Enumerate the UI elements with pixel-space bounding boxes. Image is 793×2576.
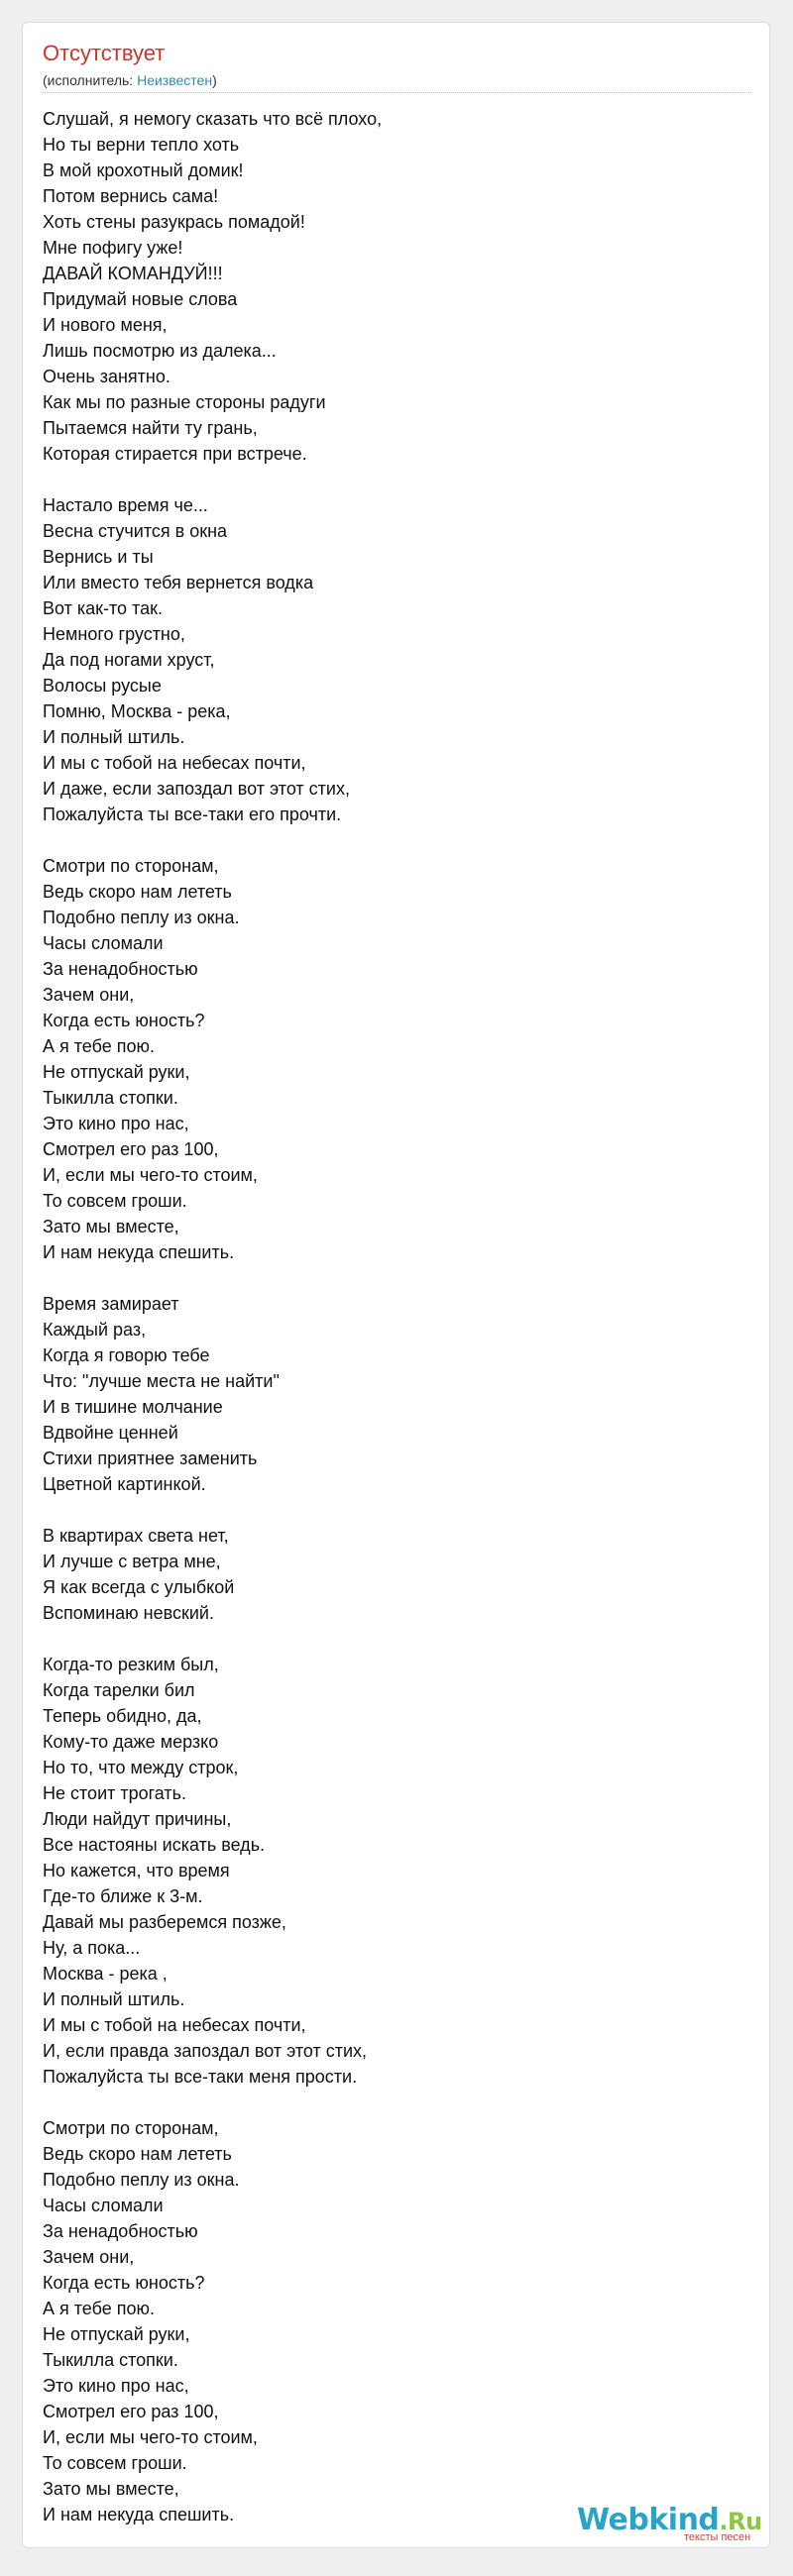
stanza xyxy=(43,1652,751,2090)
lyric-line: Когда-то резким был, xyxy=(43,1655,219,1674)
lyric-line: Я как всегда с улыбкой xyxy=(43,1577,235,1597)
lyric-line: Вернись и ты xyxy=(43,547,154,567)
lyric-line: Пытаемся найти ту грань, xyxy=(43,418,258,438)
lyrics-card xyxy=(22,22,770,2548)
lyric-line: Тыкилла стопки. xyxy=(43,1088,178,1108)
lyric-line: Каждый раз, xyxy=(43,1320,147,1340)
lyric-line: Москва - река , xyxy=(43,1964,168,1984)
lyric-line: Это кино про нас, xyxy=(43,1114,189,1133)
lyrics-text xyxy=(43,106,751,2553)
lyric-line: Часы сломали xyxy=(43,933,164,953)
lyric-line: Или вместо тебя вернется водка xyxy=(43,573,314,592)
lyric-line: Которая стирается при встрече. xyxy=(43,444,307,464)
lyric-line: Время замирает xyxy=(43,1294,179,1314)
lyric-line: Не стоит трогать. xyxy=(43,1783,187,1803)
lyric-line: Потом вернись сама! xyxy=(43,186,219,206)
stanza xyxy=(43,853,751,1265)
lyric-line: Часы сломали xyxy=(43,2196,164,2215)
lyric-line: Зато мы вместе, xyxy=(43,2479,179,2499)
lyric-line: А я тебе пою. xyxy=(43,1036,155,1056)
lyric-line: Все настояны искать ведь. xyxy=(43,1835,266,1855)
artist-suffix: ) xyxy=(212,72,217,88)
lyric-line: Мне пофигу уже! xyxy=(43,238,183,258)
lyric-line: Тыкилла стопки. xyxy=(43,2350,178,2370)
lyric-line: И лучше с ветра мне, xyxy=(43,1552,221,1571)
lyric-line: И в тишине молчание xyxy=(43,1397,223,1417)
lyric-line: Слушай, я немогу сказать что всё плохо, xyxy=(43,109,383,129)
artist-link[interactable]: Неизвестен xyxy=(137,72,213,88)
artist-prefix: (исполнитель: xyxy=(43,72,138,88)
lyric-line: И, если мы чего-то стоим, xyxy=(43,1165,258,1185)
lyric-line: И нам некуда спешить. xyxy=(43,1242,235,1262)
lyric-line: Немного грустно, xyxy=(43,624,185,644)
lyric-line: Подобно пеплу из окна. xyxy=(43,908,240,927)
lyric-line: Смотрел его раз 100, xyxy=(43,2402,219,2421)
lyric-line: Где-то ближе к 3-м. xyxy=(43,1886,203,1906)
lyric-line: Когда есть юность? xyxy=(43,1011,205,1030)
lyric-line: Зачем они, xyxy=(43,985,135,1005)
lyric-line: Люди найдут причины, xyxy=(43,1809,232,1829)
lyric-line: Давай мы разберемся позже, xyxy=(43,1912,286,1932)
lyric-line: ДАВАЙ КОМАНДУЙ!!! xyxy=(43,264,223,283)
lyric-line: Придумай новые слова xyxy=(43,289,238,309)
lyric-line: Пожалуйста ты все-таки его прочти. xyxy=(43,805,342,824)
lyric-line: И полный штиль. xyxy=(43,727,185,747)
lyric-line: Теперь обидно, да, xyxy=(43,1706,202,1726)
lyric-line: Не отпускай руки, xyxy=(43,1062,190,1082)
stanza xyxy=(43,2115,751,2527)
webkind-logo[interactable] xyxy=(577,2503,770,2562)
stanza xyxy=(43,1523,751,1626)
lyric-line: Волосы русые xyxy=(43,676,162,696)
lyric-line: Помню, Москва - река, xyxy=(43,701,231,721)
lyric-line: И мы с тобой на небесах почти, xyxy=(43,753,306,773)
lyric-line: И полный штиль. xyxy=(43,1989,185,2009)
lyric-line: Ведь скоро нам лететь xyxy=(43,2144,232,2164)
logo-tagline: тексты песен xyxy=(684,2531,751,2543)
lyric-line: И, если мы чего-то стоим, xyxy=(43,2427,258,2447)
song-title: Отсутствует xyxy=(43,41,166,65)
lyric-line: Ну, а пока... xyxy=(43,1938,141,1958)
stanza xyxy=(43,106,751,467)
lyric-line: Но кажется, что время xyxy=(43,1861,230,1880)
lyric-line: Смотрел его раз 100, xyxy=(43,1139,219,1159)
lyric-line: Как мы по разные стороны радуги xyxy=(43,392,326,412)
lyric-line: Когда есть юность? xyxy=(43,2273,205,2293)
lyric-line: То совсем гроши. xyxy=(43,1191,187,1211)
lyric-line: Когда тарелки бил xyxy=(43,1680,195,1700)
lyric-line: Смотри по сторонам, xyxy=(43,2118,219,2138)
lyric-line: Но то, что между строк, xyxy=(43,1758,239,1777)
lyric-line: Кому-то даже мерзко xyxy=(43,1732,219,1752)
lyric-line: За ненадобностью xyxy=(43,959,198,979)
lyric-line: И нам некуда спешить. xyxy=(43,2505,235,2524)
lyric-line: То совсем гроши. xyxy=(43,2453,187,2473)
lyric-line: Лишь посмотрю из далека... xyxy=(43,341,277,361)
lyric-line: Весна стучится в окна xyxy=(43,521,228,541)
lyric-line: Но ты верни тепло хоть xyxy=(43,135,240,155)
lyric-line: Цветной картинкой. xyxy=(43,1474,206,1494)
lyric-line: В квартирах света нет, xyxy=(43,1526,229,1546)
lyric-line: И даже, если запоздал вот этот стих, xyxy=(43,779,350,799)
lyric-line: Настало время че... xyxy=(43,495,208,515)
stanza xyxy=(43,492,751,827)
lyric-line: Подобно пеплу из окна. xyxy=(43,2170,240,2190)
lyric-line: Очень занятно. xyxy=(43,367,170,386)
lyric-line: И мы с тобой на небесах почти, xyxy=(43,2015,306,2035)
lyric-line: Ведь скоро нам лететь xyxy=(43,882,232,902)
lyric-line: Пожалуйста ты все-таки меня прости. xyxy=(43,2067,358,2087)
lyric-line: А я тебе пою. xyxy=(43,2299,155,2318)
lyric-line: За ненадобностью xyxy=(43,2221,198,2241)
lyric-line: Вдвойне ценней xyxy=(43,1423,178,1443)
lyric-line: Не отпускай руки, xyxy=(43,2324,190,2344)
lyric-line: И, если правда запоздал вот этот стих, xyxy=(43,2041,368,2061)
lyric-line: Это кино про нас, xyxy=(43,2376,189,2396)
lyric-line: Да под ногами хруст, xyxy=(43,650,215,670)
lyric-line: Что: "лучше места не найти" xyxy=(43,1371,280,1391)
lyric-line: Зачем они, xyxy=(43,2247,135,2267)
lyric-line: В мой крохотный домик! xyxy=(43,161,244,180)
stanza xyxy=(43,1291,751,1497)
lyric-line: Хоть стены разукрась помадой! xyxy=(43,212,305,232)
logo-tld: .Ru xyxy=(719,2508,762,2535)
lyric-line: Вот как-то так. xyxy=(43,598,163,618)
logo-name: Webkind xyxy=(577,2503,720,2537)
artist-line xyxy=(43,72,217,88)
lyric-line: Стихи приятнее заменить xyxy=(43,1449,258,1468)
title-divider xyxy=(43,92,751,93)
lyric-line: Зато мы вместе, xyxy=(43,1217,179,1236)
lyric-line: И нового меня, xyxy=(43,315,168,335)
lyric-line: Вспоминаю невский. xyxy=(43,1603,214,1623)
lyric-line: Когда я говорю тебе xyxy=(43,1345,210,1365)
lyric-line: Смотри по сторонам, xyxy=(43,856,219,876)
